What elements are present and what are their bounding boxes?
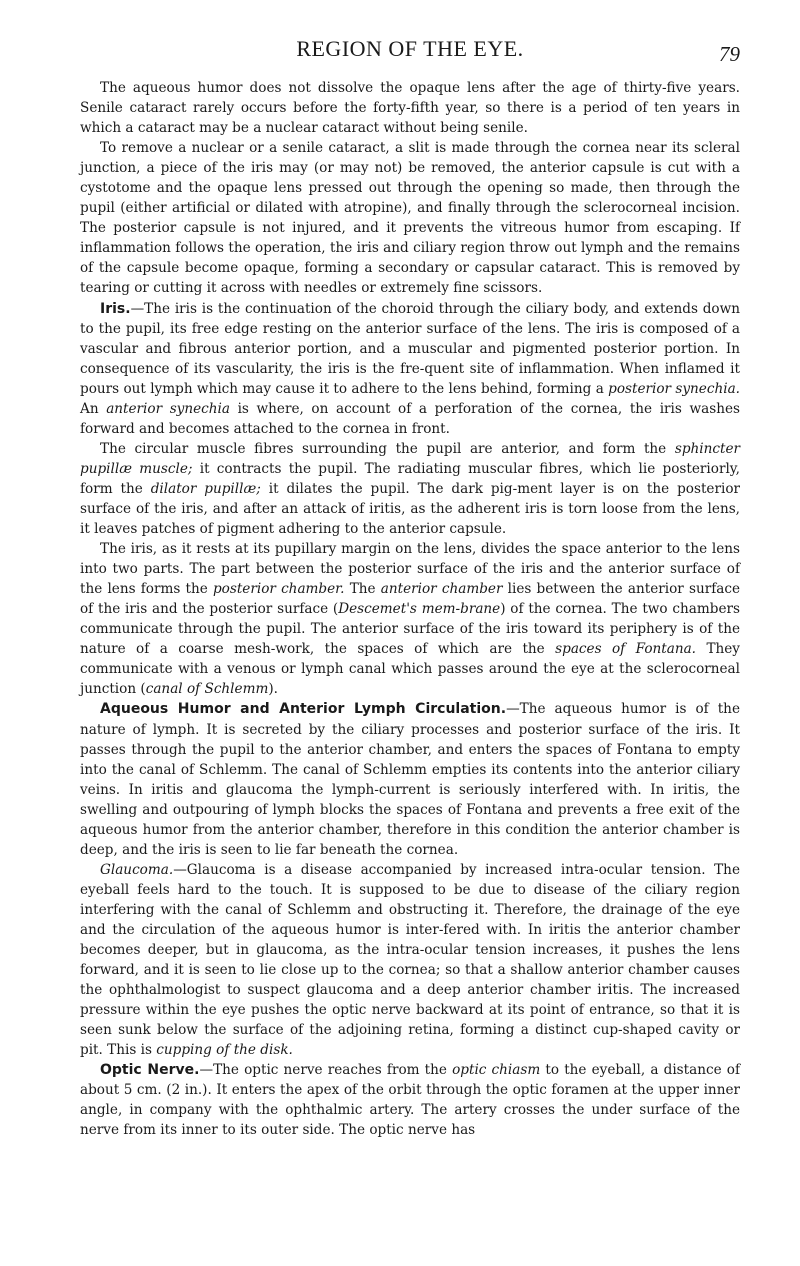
text-run: —The optic nerve reaches from the bbox=[199, 1062, 453, 1079]
text-run: ) of the cornea. The two chambers communicate through the pupil. The anterior surface of the iris toward its periphery is of the nature of a coarse mesh-work, the spaces of which are the bbox=[80, 601, 740, 658]
text-run: To remove a nuclear or a senile cataract, a slit is made through the cornea near its scleral junction, a piece of the iris may (or may not) be removed, the anterior capsule is cut with a cystotome and the opaque lens pressed out through the opening so made, then through the pupil (either artificial or dilated with atropine), and finally through the sclerocorneal incision. The posterior capsule is not injured, and it prevents the vitreous humor from escaping. If inflammation follows the operation, the iris and ciliary region throw out lymph and the remains of the capsule become opaque, forming a secondary or capsular cataract. This is removed by tearing or cutting it across with needles or extremely fine scissors. bbox=[80, 140, 740, 297]
italic-term: Glaucoma. bbox=[100, 861, 174, 878]
text-run: —The aqueous humor is of the nature of lymph. It is secreted by the ciliary processes and posterior surface of the iris. It passes through the pupil to the anterior chamber, and enters the spaces of Fontana to empty into the canal of Schlemm. The canal of Schlemm empties its contents into the anterior ciliary veins. In iritis and glaucoma the lymph-current is seriously interfered with. In iritis, the swelling and outpouring of lymph blocks the spaces of Fontana and prevents a free exit of the aqueous humor from the anterior chamber, therefore in this condition the anterior chamber is deep, and the iris is seen to lie far beneath the cornea. bbox=[80, 701, 740, 858]
text-run: it dilates the pupil. The dark pig-ment layer is on the posterior surface of the iris, and after an attack of iritis, as the adherent iris is torn loose from the lens, it leaves patches of pigment adhering to the anterior capsule. bbox=[80, 480, 741, 538]
italic-term: Descemet's mem-brane bbox=[338, 601, 501, 618]
italic-term: sphincter pupillæ muscle; bbox=[80, 440, 740, 477]
paragraph-optic-nerve bbox=[80, 1060, 740, 1140]
text-run: An bbox=[80, 400, 107, 417]
text-run: to the eyeball, a distance of about 5 cm. (2 in.). It enters the apex of the orbit through the optic foramen at the upper inner angle, in company with the ophthalmic artery. The artery crosses the under surface of the nerve from its inner to its outer side. The optic nerve has bbox=[80, 1062, 740, 1139]
text-run: —Glaucoma is a disease accompanied by increased intra-ocular tension. The eyeball feels hard to the touch. It is supposed to be due to disease of the ciliary region interfering with the canal of Schlemm and obstructing it. Therefore, the drainage of the eye and the circulation of the aqueous humor is inter-fered with. In iritis the anterior chamber becomes deeper, but in glaucoma, as the intra-ocular tension increases, it pushes the lens forward, and it is seen to lie close up to the cornea; so that a shallow anterior chamber causes the ophthalmologist to suspect glaucoma and a deep anterior chamber iritis. The increased pressure within the eye pushes the optic nerve backward at its point of entrance, so that it is seen sunk below the surface of the adjoining retina, forming a distinct cup-shaped cavity or pit. This is bbox=[80, 861, 740, 1059]
paragraph-iris bbox=[80, 299, 740, 439]
paragraph-glaucoma bbox=[80, 860, 740, 1060]
body-text bbox=[80, 78, 740, 1140]
italic-term: posterior chamber. bbox=[212, 581, 345, 598]
paragraph-aqueous-humor bbox=[80, 699, 740, 859]
text-run: The aqueous humor does not dissolve the opaque lens after the age of thirty-five years. Senile cataract rarely occurs before the forty-fifth year, so there is a period of ten years in which a cataract may be a nuclear cataract without being senile. bbox=[80, 80, 740, 137]
italic-term: canal of Schlemm bbox=[145, 681, 269, 698]
text-run: ). bbox=[268, 681, 278, 698]
italic-term: spaces of Fontana. bbox=[555, 641, 697, 658]
paragraph-chambers bbox=[80, 539, 740, 699]
paragraph-iris-muscles bbox=[80, 439, 740, 539]
text-run: —The iris is the continuation of the choroid through the ciliary body, and extends down to the pupil, its free edge resting on the anterior surface of the lens. The iris is composed of a vascular and fibrous anterior portion, and a muscular and pigmented posterior portion. In consequence of its vascularity, the iris is the fre-quent site of inflammation. When inflamed it pours out lymph which may cause it to adhere to the lens behind, forming a bbox=[80, 300, 740, 397]
section-heading: Optic Nerve. bbox=[100, 1062, 200, 1079]
section-heading: Aqueous Humor and Anterior Lymph Circulation. bbox=[100, 701, 507, 718]
paragraph-cataract-removal bbox=[80, 138, 740, 298]
text-run: is where, on account of a perforation of the cornea, the iris washes forward and becomes attached to the cornea in front. bbox=[80, 400, 740, 437]
text-run: The iris, as it rests at its pupillary margin on the lens, divides the space anterior to the lens into two parts. The part between the posterior surface of the iris and the anterior surface of the lens forms the bbox=[80, 541, 740, 598]
text-run: They communicate with a venous or lymph canal which passes around the eye at the sclerocorneal junction ( bbox=[80, 641, 740, 698]
italic-term: dilator pupillæ; bbox=[150, 480, 261, 497]
italic-term: anterior synechia bbox=[106, 400, 230, 417]
text-run: The bbox=[344, 581, 381, 598]
running-head: REGION OF THE EYE. bbox=[296, 36, 524, 61]
section-heading: Iris. bbox=[100, 300, 131, 317]
italic-term: optic chiasm bbox=[452, 1062, 541, 1079]
italic-term: cupping of the disk. bbox=[156, 1042, 293, 1059]
page-number: 79 bbox=[719, 42, 740, 66]
text-run: it contracts the pupil. The radiating muscular fibres, which lie posteriorly, form the bbox=[80, 460, 740, 497]
page-header bbox=[80, 30, 740, 78]
text-run: The circular muscle fibres surrounding the pupil are anterior, and form the bbox=[100, 440, 675, 457]
italic-term: anterior chamber bbox=[380, 581, 503, 598]
paragraph-cataract-age bbox=[80, 78, 740, 138]
text-run: lies between the anterior surface of the iris and the posterior surface ( bbox=[80, 581, 740, 618]
italic-term: posterior synechia. bbox=[608, 380, 740, 397]
